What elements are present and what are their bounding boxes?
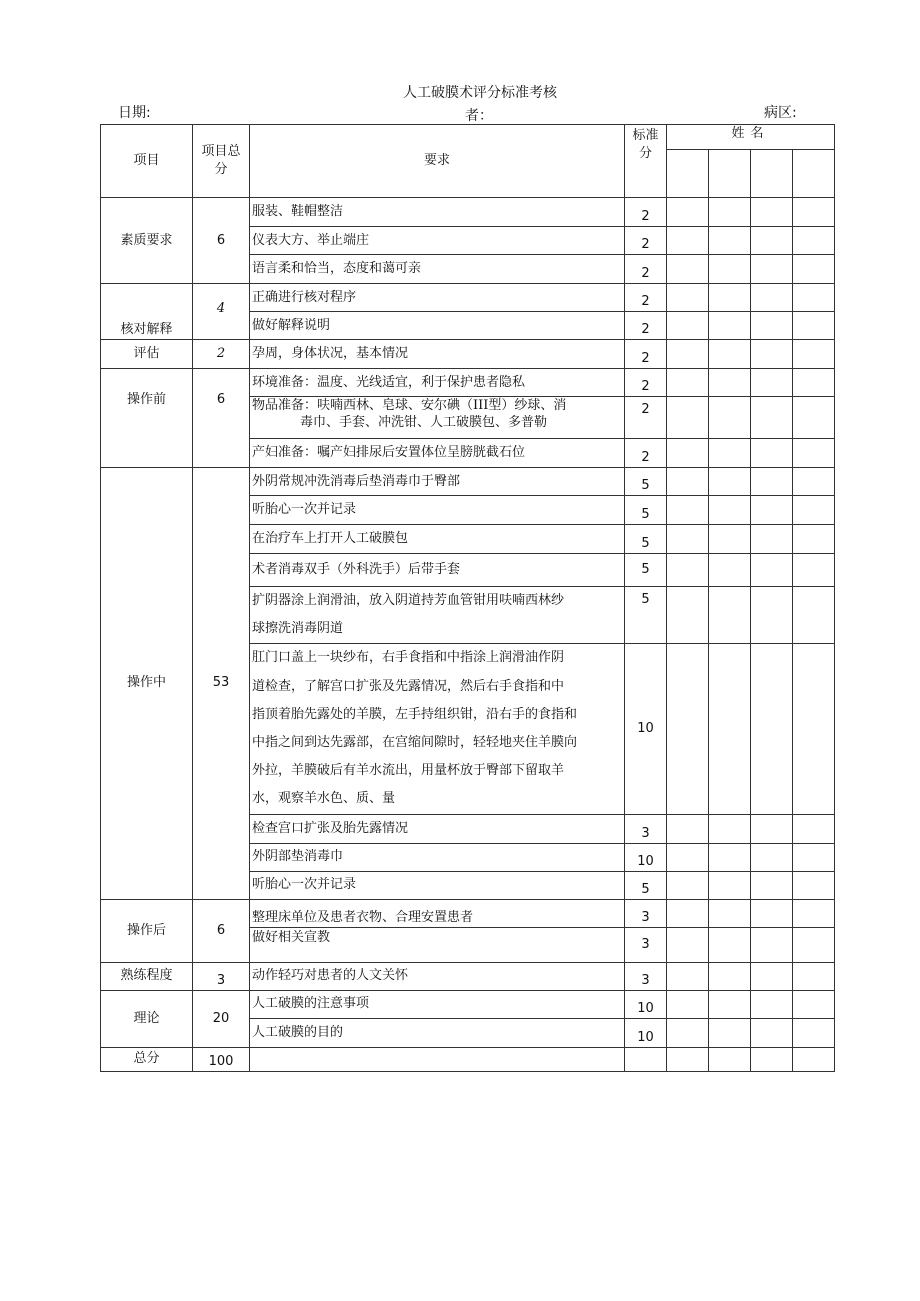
score-cell[interactable] <box>793 312 835 340</box>
score-cell[interactable] <box>709 1047 751 1071</box>
score-cell[interactable] <box>793 468 835 496</box>
standard-score: 3 <box>625 927 667 962</box>
section-total: 2 <box>193 340 250 369</box>
requirement-text: 听胎心一次并记录 <box>250 496 625 525</box>
requirement-line: 外拉，羊膜破后有羊水流出，用量杯放于臀部下留取羊 <box>252 763 565 779</box>
score-cell[interactable] <box>667 439 709 468</box>
score-cell[interactable] <box>709 962 751 990</box>
score-cell[interactable] <box>751 814 793 843</box>
standard-score: 10 <box>625 990 667 1018</box>
score-cell[interactable] <box>751 525 793 554</box>
section-name: 素质要求 <box>101 198 193 284</box>
requirement-line: 道检查，了解宫口扩张及先露情况，然后右手食指和中 <box>252 678 565 694</box>
section-name: 熟练程度 <box>101 962 193 990</box>
score-cell[interactable] <box>667 990 709 1018</box>
score-cell[interactable] <box>793 369 835 397</box>
ward-label: 病区: <box>764 105 797 121</box>
score-cell[interactable] <box>751 587 793 644</box>
section-total: 6 <box>193 899 250 962</box>
requirement-line: 水，观察羊水色、质、量 <box>252 791 396 807</box>
page-title: 人工破膜术评分标准考核 <box>403 85 557 101</box>
score-cell[interactable] <box>793 284 835 312</box>
header-score-line2: 分 <box>638 146 652 161</box>
score-cell[interactable] <box>751 990 793 1018</box>
section-name: 核对解释 <box>101 284 193 340</box>
score-cell[interactable] <box>751 312 793 340</box>
standard-score: 5 <box>625 525 667 554</box>
score-cell[interactable] <box>709 284 751 312</box>
score-cell[interactable] <box>793 255 835 284</box>
section-total: 6 <box>193 198 250 284</box>
score-cell[interactable] <box>709 439 751 468</box>
name-cell[interactable] <box>751 150 793 198</box>
header-total-line1: 项目总 <box>201 144 241 159</box>
table-row <box>101 198 835 227</box>
score-cell[interactable] <box>709 587 751 644</box>
score-cell[interactable] <box>793 962 835 990</box>
score-cell[interactable] <box>709 255 751 284</box>
scoring-table <box>100 124 835 1072</box>
requirement-line: 扩阴器涂上润滑油，放入阴道持芳血管钳用呋喃西林纱 <box>252 593 565 608</box>
requirement-text <box>250 397 625 439</box>
score-cell[interactable] <box>667 284 709 312</box>
section-name: 操作前 <box>101 369 193 468</box>
standard-score: 2 <box>625 198 667 227</box>
requirement-line: 物品准备：呋喃西林、皂球、安尔碘（III型）纱球、消 <box>252 398 567 413</box>
score-cell[interactable] <box>667 814 709 843</box>
requirement-text: 环境准备：温度、光线适宜，利于保护患者隐私 <box>250 369 625 397</box>
table-row <box>101 468 835 496</box>
section-name: 操作中 <box>101 468 193 900</box>
score-cell[interactable] <box>709 990 751 1018</box>
score-cell[interactable] <box>793 227 835 255</box>
score-cell[interactable] <box>793 587 835 644</box>
score-cell[interactable] <box>709 397 751 439</box>
standard-score: 2 <box>625 255 667 284</box>
score-cell[interactable] <box>793 1018 835 1047</box>
standard-score: 5 <box>625 587 667 644</box>
requirement-line: 肛门口盖上一块纱布，右手食指和中指涂上润滑油作阴 <box>252 650 565 666</box>
score-cell[interactable] <box>709 843 751 871</box>
score-cell[interactable] <box>667 312 709 340</box>
total-value: 100 <box>193 1047 250 1071</box>
score-cell[interactable] <box>667 369 709 397</box>
score-cell[interactable] <box>751 1018 793 1047</box>
requirement-text: 人工破膜的注意事项 <box>250 990 625 1018</box>
standard-score: 2 <box>625 227 667 255</box>
standard-score: 2 <box>625 312 667 340</box>
score-cell[interactable] <box>667 397 709 439</box>
score-cell[interactable] <box>667 899 709 927</box>
total-label: 总分 <box>101 1047 193 1071</box>
score-cell[interactable] <box>667 198 709 227</box>
header-row <box>101 125 835 150</box>
score-cell[interactable] <box>793 340 835 369</box>
score-cell[interactable] <box>667 962 709 990</box>
score-cell[interactable] <box>709 899 751 927</box>
header-name: 姓名 <box>667 125 835 150</box>
score-cell[interactable] <box>709 1018 751 1047</box>
examiner-label: 者： <box>465 108 493 124</box>
header-requirements: 要求 <box>250 125 625 198</box>
name-cell[interactable] <box>667 150 709 198</box>
score-cell[interactable] <box>793 198 835 227</box>
requirement-text: 仪表大方、举止端庄 <box>250 227 625 255</box>
score-cell[interactable] <box>793 397 835 439</box>
score-cell[interactable] <box>709 340 751 369</box>
standard-score: 5 <box>625 554 667 587</box>
standard-score: 2 <box>625 284 667 312</box>
score-cell[interactable] <box>751 397 793 439</box>
section-name: 评估 <box>101 340 193 369</box>
requirement-text: 正确进行核对程序 <box>250 284 625 312</box>
header-score-line1: 标准 <box>632 128 659 143</box>
section-name: 操作后 <box>101 899 193 962</box>
header-total-line2: 分 <box>214 162 228 177</box>
section-total: 6 <box>193 369 250 468</box>
table-row <box>101 369 835 397</box>
standard-score: 10 <box>625 644 667 814</box>
standard-score: 2 <box>625 369 667 397</box>
score-cell[interactable] <box>793 899 835 927</box>
table-row <box>101 899 835 927</box>
requirement-text: 动作轻巧对患者的人文关怀 <box>250 962 625 990</box>
score-cell[interactable] <box>793 496 835 525</box>
requirement-text: 外阴常规冲洗消毒后垫消毒巾于臀部 <box>250 468 625 496</box>
score-cell[interactable] <box>751 1047 793 1071</box>
standard-score: 2 <box>625 439 667 468</box>
score-cell[interactable] <box>667 227 709 255</box>
score-cell[interactable] <box>709 198 751 227</box>
standard-score: 10 <box>625 1018 667 1047</box>
score-cell[interactable] <box>709 554 751 587</box>
score-cell[interactable] <box>709 227 751 255</box>
score-cell[interactable] <box>667 525 709 554</box>
standard-score: 3 <box>625 962 667 990</box>
score-cell[interactable] <box>709 871 751 899</box>
score-cell[interactable] <box>751 644 793 814</box>
table-row <box>101 990 835 1018</box>
standard-score: 5 <box>625 871 667 899</box>
requirement-text: 检查宫口扩张及胎先露情况 <box>250 814 625 843</box>
table-row <box>101 340 835 369</box>
total-standard-cell <box>625 1047 667 1071</box>
requirement-text: 术者消毒双手（外科洗手）后带手套 <box>250 554 625 587</box>
score-cell[interactable] <box>667 1047 709 1071</box>
score-cell[interactable] <box>709 496 751 525</box>
score-cell[interactable] <box>793 927 835 962</box>
requirement-text: 做好解释说明 <box>250 312 625 340</box>
requirement-text: 整理床单位及患者衣物、合理安置患者 <box>250 899 625 927</box>
score-cell[interactable] <box>751 255 793 284</box>
score-cell[interactable] <box>667 468 709 496</box>
score-cell[interactable] <box>793 990 835 1018</box>
score-cell[interactable] <box>709 312 751 340</box>
standard-score: 3 <box>625 814 667 843</box>
score-cell[interactable] <box>793 439 835 468</box>
score-cell[interactable] <box>793 525 835 554</box>
score-cell[interactable] <box>667 871 709 899</box>
header-standard-score <box>625 125 667 198</box>
requirement-text: 做好相关宣教 <box>250 927 625 962</box>
standard-score: 10 <box>625 843 667 871</box>
requirement-text: 孕周，身体状况，基本情况 <box>250 340 625 369</box>
score-cell[interactable] <box>751 962 793 990</box>
requirement-text: 语言柔和恰当，态度和蔼可亲 <box>250 255 625 284</box>
score-cell[interactable] <box>793 1047 835 1071</box>
requirement-line: 指顶着胎先露处的羊膜，左手持组织钳，沿右手的食指和 <box>252 706 578 722</box>
total-row <box>101 1047 835 1071</box>
table-row <box>101 962 835 990</box>
score-cell[interactable] <box>793 871 835 899</box>
standard-score: 5 <box>625 496 667 525</box>
score-cell[interactable] <box>793 644 835 814</box>
requirement-text <box>250 644 625 814</box>
score-cell[interactable] <box>793 843 835 871</box>
standard-score: 2 <box>625 397 667 439</box>
score-cell[interactable] <box>667 255 709 284</box>
score-cell[interactable] <box>751 227 793 255</box>
standard-score: 5 <box>625 468 667 496</box>
score-cell[interactable] <box>667 340 709 369</box>
score-cell[interactable] <box>751 843 793 871</box>
score-cell[interactable] <box>667 587 709 644</box>
score-cell[interactable] <box>667 927 709 962</box>
score-cell[interactable] <box>667 554 709 587</box>
score-cell[interactable] <box>667 644 709 814</box>
score-cell[interactable] <box>709 644 751 814</box>
requirement-text: 人工破膜的目的 <box>250 1018 625 1047</box>
score-cell[interactable] <box>667 843 709 871</box>
requirement-line: 中指之间到达先露部，在宫缩间隙时，轻轻地夹住羊膜向 <box>252 735 578 751</box>
table-row <box>101 284 835 312</box>
score-cell[interactable] <box>793 814 835 843</box>
score-cell[interactable] <box>667 496 709 525</box>
section-total: 4 <box>193 284 250 340</box>
total-requirement-cell <box>250 1047 625 1071</box>
score-cell[interactable] <box>709 814 751 843</box>
requirement-line: 毒巾、手套、冲洗钳、人工破膜包、多普勒 <box>300 415 548 430</box>
requirement-text: 在治疗车上打开人工破膜包 <box>250 525 625 554</box>
score-cell[interactable] <box>751 899 793 927</box>
requirement-text <box>250 587 625 644</box>
score-cell[interactable] <box>751 284 793 312</box>
name-cell[interactable] <box>709 150 751 198</box>
score-cell[interactable] <box>751 496 793 525</box>
score-cell[interactable] <box>751 927 793 962</box>
requirement-text: 外阴部垫消毒巾 <box>250 843 625 871</box>
section-name: 理论 <box>101 990 193 1047</box>
standard-score: 2 <box>625 340 667 369</box>
score-cell[interactable] <box>751 468 793 496</box>
section-total: 20 <box>193 990 250 1047</box>
score-cell[interactable] <box>751 439 793 468</box>
score-cell[interactable] <box>751 554 793 587</box>
section-total: 53 <box>193 468 250 900</box>
score-cell[interactable] <box>751 369 793 397</box>
name-cell[interactable] <box>793 150 835 198</box>
score-cell[interactable] <box>709 525 751 554</box>
score-cell[interactable] <box>793 554 835 587</box>
score-cell[interactable] <box>709 369 751 397</box>
score-cell[interactable] <box>709 927 751 962</box>
score-cell[interactable] <box>751 340 793 369</box>
score-cell[interactable] <box>751 198 793 227</box>
requirement-text: 产妇准备：嘱产妇排尿后安置体位呈膀胱截石位 <box>250 439 625 468</box>
score-cell[interactable] <box>709 468 751 496</box>
standard-score: 3 <box>625 899 667 927</box>
section-total: 3 <box>193 962 250 990</box>
date-label: 日期: <box>118 105 151 121</box>
header-item: 项目 <box>101 125 193 198</box>
requirement-text: 服装、鞋帽整洁 <box>250 198 625 227</box>
score-cell[interactable] <box>667 1018 709 1047</box>
requirement-line: 球擦洗消毒阴道 <box>252 621 344 637</box>
requirement-text: 听胎心一次并记录 <box>250 871 625 899</box>
score-cell[interactable] <box>751 871 793 899</box>
header-total <box>193 125 250 198</box>
